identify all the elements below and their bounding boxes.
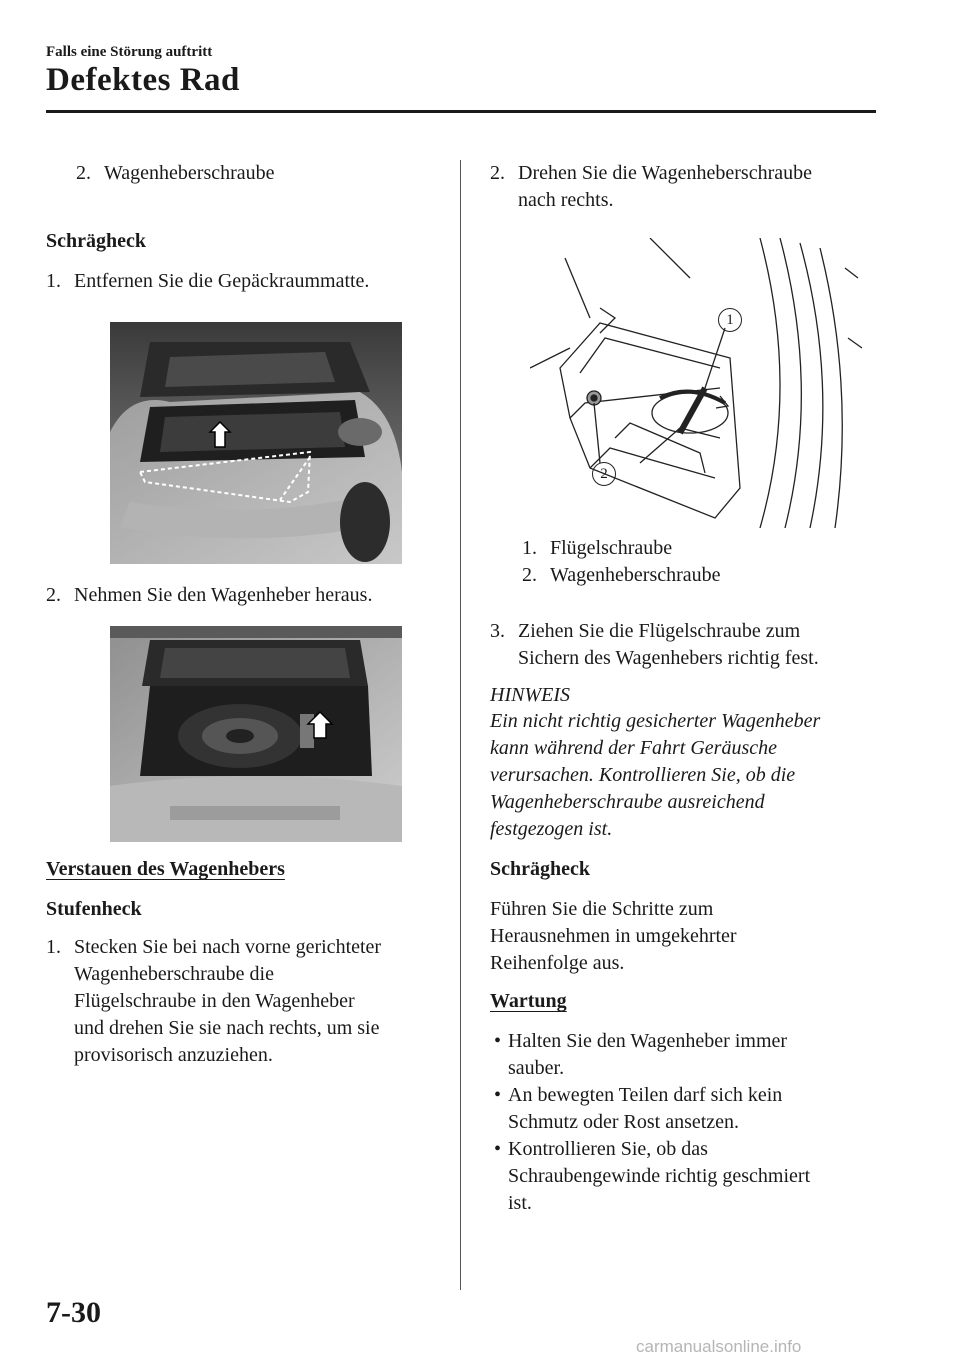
legend-text: Wagenheberschraube	[104, 162, 275, 184]
wartung-heading: Wartung	[490, 990, 567, 1012]
stow-3-line-1: Ziehen Sie die Flügelschraube zum	[518, 620, 801, 642]
bullet-line: ist.	[508, 1192, 532, 1214]
legend-text: Flügelschraube	[550, 537, 673, 559]
hinweis-line-1: Ein nicht richtig gesicherter Wagenheber	[490, 710, 821, 732]
trunk-mat-illustration	[110, 322, 402, 564]
legend-text: Wagenheberschraube	[550, 564, 721, 586]
page-number: 7-30	[46, 1296, 101, 1329]
bullet-icon: •	[494, 1138, 502, 1160]
photo-spare-well	[110, 626, 402, 842]
spare-well-illustration	[110, 626, 402, 842]
jack-line-drawing	[530, 238, 870, 528]
stow-2-line-2: nach rechts.	[518, 189, 614, 211]
schraegheck-line-3: Reihenfolge aus.	[490, 952, 625, 974]
bullet-line: Schraubengewinde richtig geschmiert	[508, 1165, 811, 1187]
callout-2: 2	[592, 462, 616, 486]
step-number: 3.	[490, 620, 505, 642]
hinweis-line-3: verursachen. Kontrollieren Sie, ob die	[490, 764, 796, 786]
legend-row	[522, 562, 721, 589]
section-header: Falls eine Störung auftritt	[46, 44, 213, 60]
bullet-item	[494, 1136, 884, 1217]
stow-1-line-4: und drehen Sie sie nach rechts, um sie	[74, 1017, 380, 1039]
bullet-item	[494, 1082, 884, 1136]
stow-1-line-1: Stecken Sie bei nach vorne gerichteter	[74, 936, 382, 958]
figure-legend	[522, 535, 721, 589]
bullet-line: sauber.	[508, 1057, 565, 1079]
legend-row	[522, 535, 721, 562]
heading-stufenheck: Stufenheck	[46, 898, 142, 920]
stow-step-1	[46, 934, 446, 1069]
stow-1-line-2: Wagenheberschraube die	[74, 963, 274, 985]
title-rule	[46, 110, 876, 113]
step-1	[46, 268, 369, 295]
legend-number: 2.	[522, 564, 537, 586]
stow-step-2	[490, 160, 880, 214]
photo-trunk-mat	[110, 322, 402, 564]
step-text: Nehmen Sie den Wagenheber heraus.	[74, 584, 373, 606]
hinweis-line-5: festgezogen ist.	[490, 818, 613, 840]
bullet-line: Schmutz oder Rost ansetzen.	[508, 1111, 740, 1133]
stow-3-line-2: Sichern des Wagenhebers richtig fest.	[518, 647, 819, 669]
stow-step-3	[490, 618, 890, 672]
hinweis-line-2: kann während der Fahrt Geräusche	[490, 737, 777, 759]
stow-2-line-1: Drehen Sie die Wagenheberschraube	[518, 162, 813, 184]
step-number: 2.	[490, 162, 505, 184]
bullet-icon: •	[494, 1030, 502, 1052]
legend-number: 1.	[522, 537, 537, 559]
hinweis-note	[490, 708, 890, 843]
section-verstauen: Verstauen des Wagenhebers	[46, 858, 285, 880]
legend-item-2	[76, 160, 275, 187]
stow-1-line-5: provisorisch anzuziehen.	[74, 1044, 273, 1066]
jack-stowage-diagram	[530, 238, 870, 528]
wartung-bullets	[494, 1028, 884, 1217]
column-divider	[460, 160, 461, 1290]
step-text: Entfernen Sie die Gepäckraummatte.	[74, 270, 370, 292]
bullet-line: An bewegten Teilen darf sich kein	[508, 1084, 783, 1106]
schraegheck-text	[490, 896, 890, 977]
callout-1: 1	[718, 308, 742, 332]
watermark: carmanualsonline.info	[636, 1337, 802, 1356]
schraegheck-line-1: Führen Sie die Schritte zum	[490, 898, 714, 920]
hinweis-line-4: Wagenheberschraube ausreichend	[490, 791, 765, 813]
step-number: 2.	[46, 584, 61, 606]
bullet-item	[494, 1028, 884, 1082]
hinweis-label: HINWEIS	[490, 684, 570, 706]
step-number: 1.	[46, 270, 61, 292]
bullet-line: Halten Sie den Wagenheber immer	[508, 1030, 788, 1052]
stow-1-line-3: Flügelschraube in den Wagenheber	[74, 990, 355, 1012]
legend-number: 2.	[76, 162, 91, 184]
page-title: Defektes Rad	[46, 62, 240, 98]
step-2	[46, 582, 372, 609]
step-number: 1.	[46, 936, 61, 958]
heading-schraegheck: Schrägheck	[46, 230, 146, 252]
bullet-icon: •	[494, 1084, 502, 1106]
bullet-line: Kontrollieren Sie, ob das	[508, 1138, 708, 1160]
heading-schraegheck-right: Schrägheck	[490, 858, 590, 880]
schraegheck-line-2: Herausnehmen in umgekehrter	[490, 925, 737, 947]
